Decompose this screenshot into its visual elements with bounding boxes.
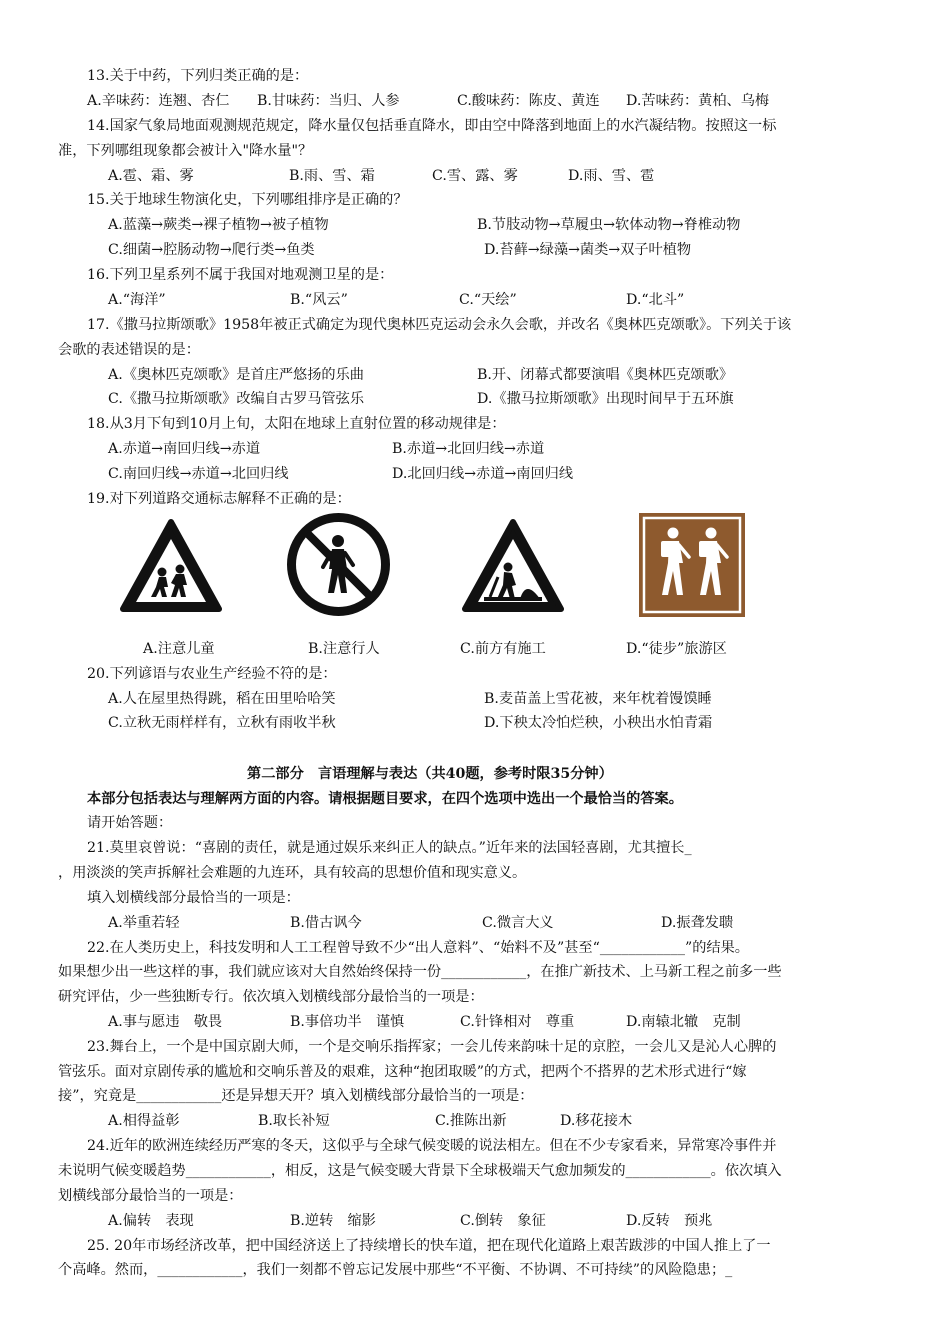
q17-option-c: C.《撒马拉斯颂歌》改编自古罗马管弦乐 bbox=[108, 391, 365, 407]
q13-option-b: B.甘味药：当归、人参 bbox=[257, 93, 400, 109]
q22-stem-line3: 研究评估，少一些独断专行。依次填入划横线部分最恰当的一项是： bbox=[58, 989, 484, 1005]
q23-stem-line1: 23.舞台上，一个是中国京剧大师，一个是交响乐指挥家；一会儿传来韵味十足的京腔，一会儿又是沁人心脾的 bbox=[87, 1039, 777, 1055]
q21-stem-line1: 21.莫里哀曾说：“喜剧的责任，就是通过娱乐来纠正人的缺点。”近年来的法国轻喜剧，尤其擅长_ bbox=[87, 840, 692, 856]
q20-stem: 20.下列谚语与农业生产经验不符的是： bbox=[87, 666, 337, 682]
q24-option-c: C.倒转 象征 bbox=[460, 1213, 546, 1229]
q15-option-a: A.蓝藻→蕨类→裸子植物→被子植物 bbox=[108, 217, 329, 233]
q17-stem-line1: 17.《撒马拉斯颂歌》1958年被正式确定为现代奥林匹克运动会永久会歌，并改名《奥林匹克颂歌》。下列关于该 bbox=[87, 317, 792, 333]
q20-option-c: C.立秋无雨样样有，立秋有雨收半秋 bbox=[108, 715, 336, 731]
q14-stem-line1: 14.国家气象局地面观测规范规定，降水量仅包括垂直降水，即由空中降落到地面上的水汽凝结物。按照这一标 bbox=[87, 118, 777, 134]
q16-stem: 16.下列卫星系列不属于我国对地观测卫星的是： bbox=[87, 267, 394, 283]
roadworks-sign-icon bbox=[460, 517, 566, 615]
q14-option-c: C.雪、露、雾 bbox=[432, 168, 518, 184]
q17-option-a: A.《奥林匹克颂歌》是首庄严悠扬的乐曲 bbox=[108, 367, 364, 383]
q14-option-a: A.雹、霜、雾 bbox=[108, 168, 194, 184]
q16-option-d: D.“北斗” bbox=[626, 292, 685, 308]
q24-stem-line3: 划横线部分最恰当的一项是： bbox=[58, 1188, 243, 1204]
q21-option-c: C.微言大义 bbox=[482, 915, 554, 931]
q18-stem: 18.从3月下旬到10月上旬，太阳在地球上直射位置的移动规律是： bbox=[87, 416, 506, 432]
q24-option-b: B.逆转 缩影 bbox=[290, 1213, 376, 1229]
q14-option-b: B.雨、雪、霜 bbox=[289, 168, 375, 184]
q24-option-d: D.反转 预兆 bbox=[626, 1213, 713, 1229]
q21-option-b: B.借古讽今 bbox=[290, 915, 362, 931]
part2-intro: 本部分包括表达与理解两方面的内容。请根据题目要求，在四个选项中选出一个最恰当的答案。 bbox=[87, 791, 683, 807]
part2-title: 第二部分 言语理解与表达（共40题，参考时限35分钟） bbox=[247, 766, 613, 782]
q19-option-b: B.注意行人 bbox=[308, 641, 380, 657]
q23-option-d: D.移花接木 bbox=[560, 1113, 633, 1129]
q15-option-b: B.节肢动物→草履虫→软体动物→脊椎动物 bbox=[477, 217, 741, 233]
q24-option-a: A.偏转 表现 bbox=[108, 1213, 194, 1229]
q22-stem-line1: 22.在人类历史上，科技发明和人工工程曾导致不少“出人意料”、“始料不及”甚至“____________”的结果。 bbox=[87, 940, 749, 956]
no-pedestrians-sign-icon bbox=[287, 513, 390, 616]
q15-option-d: D.苔藓→绿藻→菌类→双子叶植物 bbox=[484, 242, 692, 258]
q13-option-a: A.辛味药：连翘、杏仁 bbox=[87, 93, 230, 109]
q21-stem-line2: ，用淡淡的笑声拆解社会难题的九连环，具有较高的思想价值和现实意义。 bbox=[58, 865, 527, 881]
q18-option-b: B.赤道→北回归线→赤道 bbox=[392, 441, 545, 457]
q23-option-c: C.推陈出新 bbox=[435, 1113, 507, 1129]
q16-option-c: C.“天绘” bbox=[459, 292, 517, 308]
q19-stem: 19.对下列道路交通标志解释不正确的是： bbox=[87, 491, 351, 507]
q20-option-b: B.麦苗盖上雪花被，来年枕着馒馍睡 bbox=[484, 691, 712, 707]
q16-option-a: A.“海洋” bbox=[108, 292, 166, 308]
q24-stem-line2: 未说明气候变暖趋势____________，相反，这是气候变暖大背景下全球极端天气愈加频发的____________。依次填入 bbox=[58, 1163, 782, 1179]
q23-stem-line2: 管弦乐。面对京剧传承的尴尬和交响乐普及的艰难，这种“抱团取暖”的方式，把两个不搭界的艺术形式进行“嫁 bbox=[58, 1064, 747, 1080]
q14-option-d: D.雨、雪、雹 bbox=[568, 168, 655, 184]
q22-stem-line2: 如果想少出一些这样的事，我们就应该对大自然始终保持一份____________，在推广新技术、上马新工程之前多一些 bbox=[58, 964, 782, 980]
q19-option-c: C.前方有施工 bbox=[460, 641, 546, 657]
hiking-area-sign-icon bbox=[639, 513, 745, 617]
q24-stem-line1: 24.近年的欧洲连续经历严寒的冬天，这似乎与全球气候变暖的说法相左。但在不少专家看来，异常寒冷事件并 bbox=[87, 1138, 777, 1154]
q23-option-a: A.相得益彰 bbox=[108, 1113, 180, 1129]
q18-option-a: A.赤道→南回归线→赤道 bbox=[108, 441, 261, 457]
q22-option-d: D.南辕北辙 克制 bbox=[626, 1014, 741, 1030]
q23-stem-line3: 接”，究竟是____________还是异想天开？填入划横线部分最恰当的一项是： bbox=[58, 1088, 534, 1104]
q17-option-b: B.开、闭幕式都要演唱《奥林匹克颂歌》 bbox=[477, 367, 734, 383]
q23-option-b: B.取长补短 bbox=[258, 1113, 330, 1129]
q13-option-c: C.酸味药：陈皮、黄连 bbox=[457, 93, 600, 109]
q21-option-a: A.举重若轻 bbox=[108, 915, 180, 931]
part2-start: 请开始答题： bbox=[87, 815, 173, 831]
q22-option-c: C.针锋相对 尊重 bbox=[460, 1014, 575, 1030]
q19-option-a: A.注意儿童 bbox=[143, 641, 215, 657]
q15-option-c: C.细菌→腔肠动物→爬行类→鱼类 bbox=[108, 242, 315, 258]
q17-stem-line2: 会歌的表述错误的是： bbox=[58, 342, 200, 358]
q18-option-c: C.南回归线→赤道→北回归线 bbox=[108, 466, 289, 482]
q25-stem-line1: 25. 20年市场经济改革，把中国经济送上了持续增长的快车道，把在现代化道路上艰苦跋涉的中国人推上了一 bbox=[87, 1238, 771, 1254]
q16-option-b: B.“风云” bbox=[290, 292, 348, 308]
q20-option-a: A.人在屋里热得跳，稻在田里哈哈笑 bbox=[108, 691, 336, 707]
q14-stem-line2: 准，下列哪组现象都会被计入"降水量"？ bbox=[58, 143, 313, 159]
q21-option-d: D.振聋发聩 bbox=[661, 915, 734, 931]
q25-stem-line2: 个高峰。然而，____________，我们一刻都不曾忘记发展中那些“不平衡、不协调、不可持续”的风险隐患；_ bbox=[58, 1262, 733, 1278]
q18-option-d: D.北回归线→赤道→南回归线 bbox=[392, 466, 574, 482]
children-warning-sign-icon bbox=[118, 517, 224, 615]
q22-option-b: B.事倍功半 谨慎 bbox=[290, 1014, 405, 1030]
q15-stem: 15.关于地球生物演化史，下列哪组排序是正确的？ bbox=[87, 192, 408, 208]
q13-option-d: D.苦味药：黄柏、乌梅 bbox=[626, 93, 770, 109]
q21-prompt: 填入划横线部分最恰当的一项是： bbox=[87, 890, 300, 906]
q13-stem: 13.关于中药，下列归类正确的是： bbox=[87, 68, 309, 84]
q22-option-a: A.事与愿违 敬畏 bbox=[108, 1014, 223, 1030]
q20-option-d: D.下秧太冷怕烂秧，小秧出水怕青霜 bbox=[484, 715, 713, 731]
q19-option-d: D.“徒步”旅游区 bbox=[626, 641, 727, 657]
q17-option-d: D.《撒马拉斯颂歌》出现时间早于五环旗 bbox=[477, 391, 734, 407]
